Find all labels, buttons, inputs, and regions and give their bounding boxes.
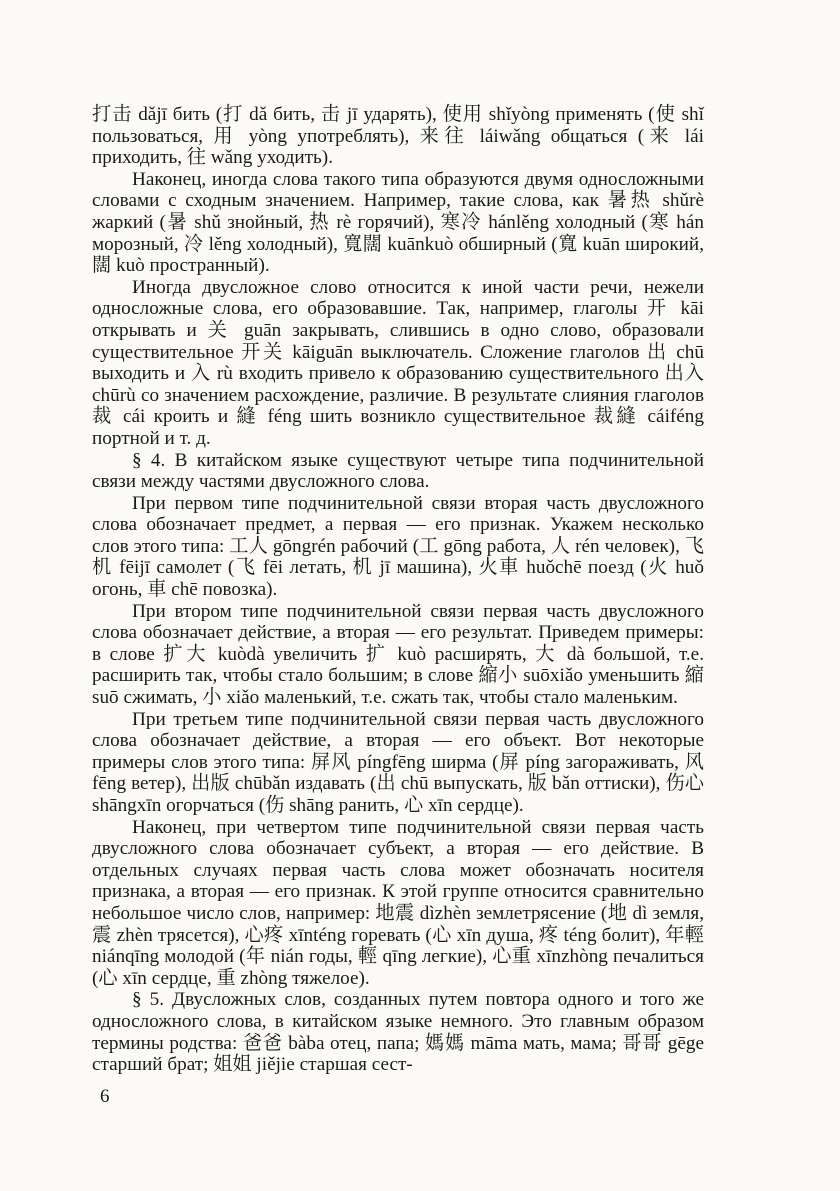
body-text xyxy=(92,104,704,1076)
paragraph-3: Иногда двусложное слово относится к иной части речи, нежели односложные слова, его образовавшие. Так, например, глаголы 开 kāi открывать и 关 guān закрывать, слившись в одно слово, образовали существительное 开关 kāiguān выключатель. Сложение глаголов 出 chū выходить и 入 rù входить привело к образованию существительного 出入 chūrù со значением расхождение, различие. В результате слияния глаголов 裁 cái кроить и 縫 féng шить возникло существительное 裁縫 cáiféng портной и т. д. xyxy=(92,276,704,449)
paragraph-type-1: При первом типе подчинительной связи вторая часть двусложного слова обозначает предмет, а первая — его признак. Укажем несколько слов этого типа: 工人 gōngrén рабочий (工 gōng работа, 人 rén человек), 飞机 fēijī самолет (飞 fēi летать, 机 jī машина), 火車 huǒchē поезд (火 huǒ огонь, 車 chē повозка). xyxy=(92,492,704,601)
paragraph-type-4: Наконец, при четвертом типе подчинительной связи первая часть двусложного слова обозначает субъект, а вторая — его действие. В отдельных случаях первая часть слова может обозначать носителя признака, а вторая — его признак. К этой группе относится сравнительно небольшое число слов, например: 地震 dìzhèn землетрясение (地 dì земля, 震 zhèn трясется), 心疼 xīnténg горевать (心 xīn душа, 疼 téng болит), 年輕 niánqīng молодой (年 nián годы, 輕 qīng легкие), 心重 xīnzhòng печалиться (心 xīn сердце, 重 zhòng тяжелое). xyxy=(92,816,704,989)
paragraph-1: 打击 dǎjī бить (打 dǎ бить, 击 jī ударять), 使用 shǐyòng применять (使 shǐ пользоваться, 用 yòng употреблять), 来往 láiwǎng общаться (来 lái приходить, 往 wǎng уходить). xyxy=(92,104,704,169)
paragraph-section-5: § 5. Двусложных слов, созданных путем повтора одного и того же односложного слова, в китайском языке немного. Это главным образом термины родства: 爸爸 bàba отец, папа; 媽媽 māma мать, мама; 哥哥 gēge старший брат; 姐姐 jiějie старшая сест- xyxy=(92,989,704,1076)
paragraph-section-4: § 4. В китайском языке существуют четыре типа подчинительной связи между частями двусложного слова. xyxy=(92,449,704,493)
paragraph-type-3: При третьем типе подчинительной связи первая часть двусложного слова обозначает действие, а вторая — его объект. Вот некоторые примеры слов этого типа: 屏风 píngfēng ширма (屏 píng загораживать, 风 fēng ветер), 出版 chūbǎn издавать (出 chū выпускать, 版 bǎn оттиски), 伤心 shāngxīn огорчаться (伤 shāng ранить, 心 xīn сердце). xyxy=(92,708,704,816)
page-number: 6 xyxy=(100,1086,110,1107)
paragraph-2: Наконец, иногда слова такого типа образуются двумя односложными словами с сходным значением. Например, такие слова, как 暑热 shǔrè жаркий (暑 shǔ знойный, 热 rè горячий), 寒冷 hánlěng холодный (寒 hán морозный, 冷 lěng холодный), 寬闊 kuānkuò обширный (寬 kuān широкий, 闊 kuò пространный). xyxy=(92,168,704,277)
paragraph-type-2: При втором типе подчинительной связи первая часть двусложного слова обозначает действие, а вторая — его результат. Приведем примеры: в слове 扩大 kuòdà увеличить 扩 kuò расширять, 大 dà большой, т.е. расширить так, чтобы стало большим; в слове 縮小 suōxiǎo уменьшить 縮 suō сжимать, 小 xiǎo маленький, т.е. сжать так, чтобы стало маленьким. xyxy=(92,600,704,709)
